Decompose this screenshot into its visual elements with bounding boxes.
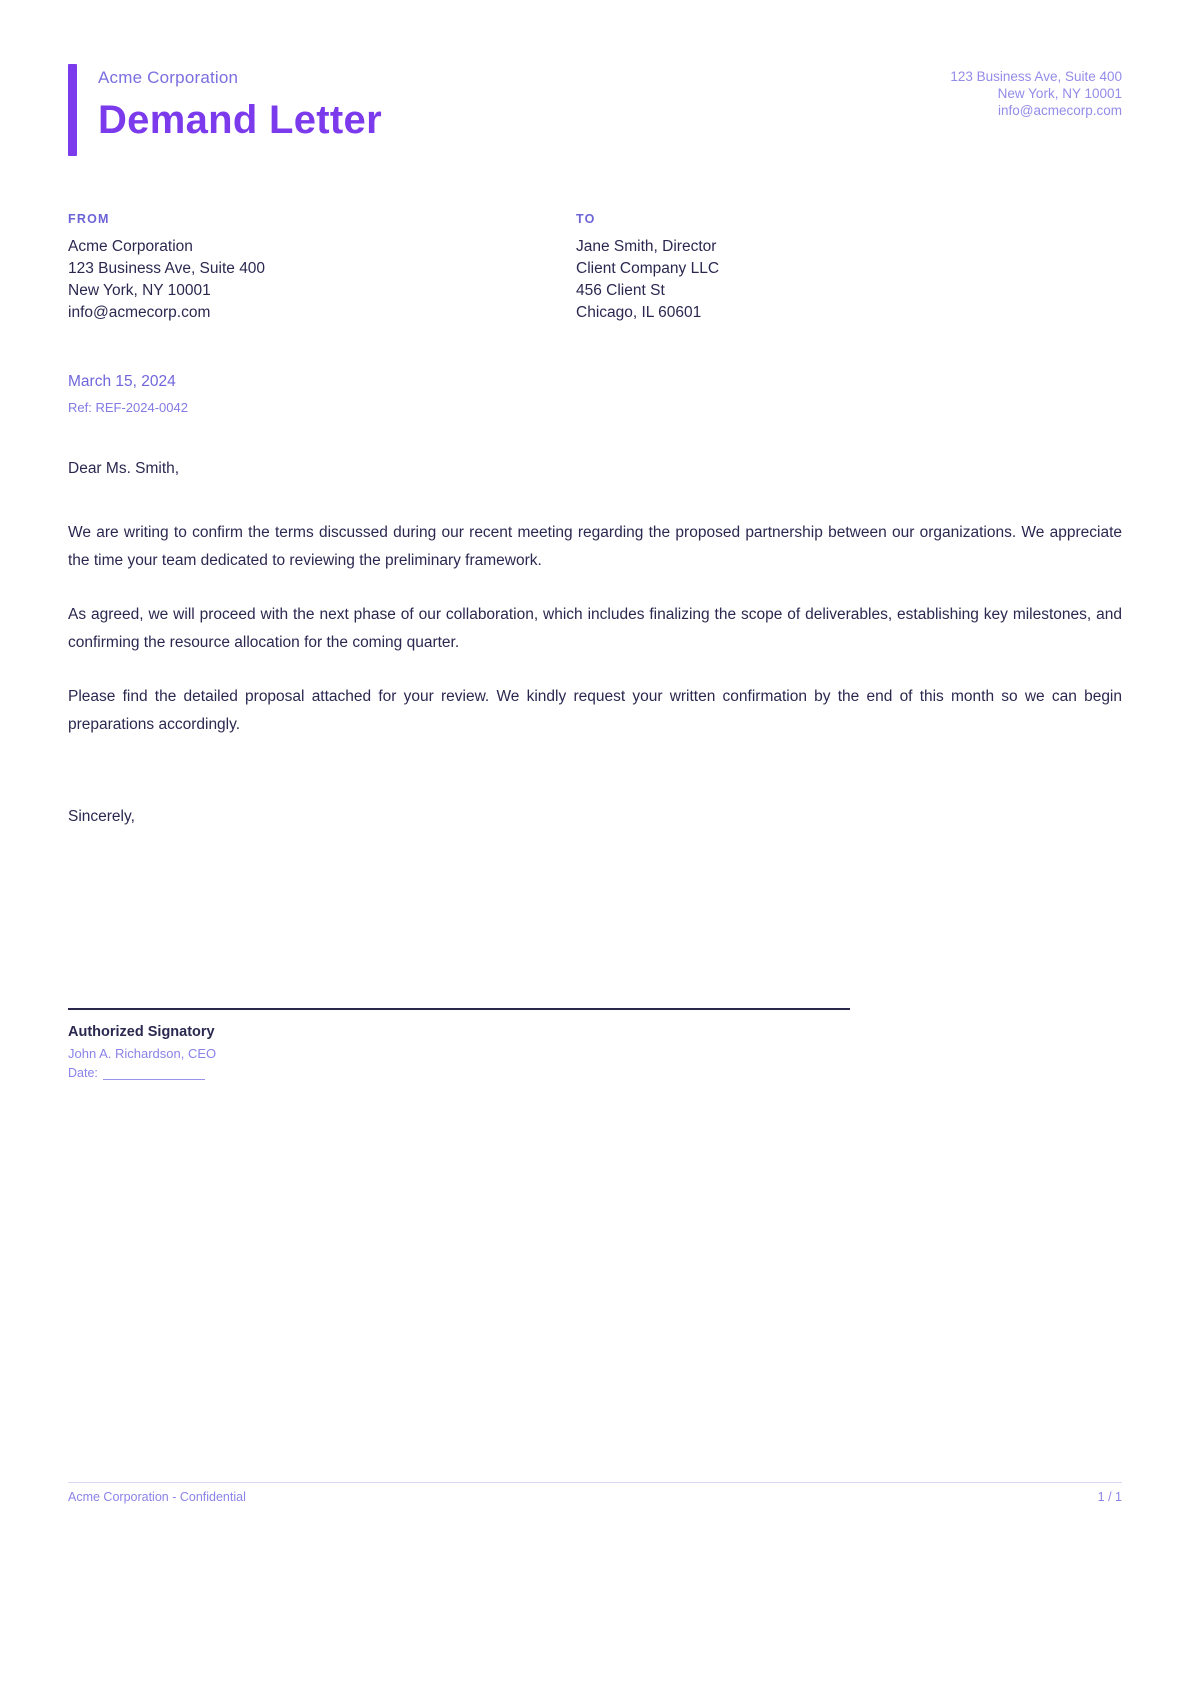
- signatory-title: Authorized Signatory: [68, 1024, 215, 1040]
- to-label: TO: [576, 212, 596, 226]
- from-line: info@acmecorp.com: [68, 304, 211, 321]
- signatory-name: John A. Richardson, CEO: [68, 1046, 217, 1061]
- from-label: FROM: [68, 212, 110, 226]
- signature-date-row: [68, 1066, 1122, 1080]
- accent-bar: [68, 64, 77, 156]
- company-address-line: 123 Business Ave, Suite 400: [950, 69, 1122, 84]
- signature-block: [68, 1008, 1122, 1080]
- to-line: 456 Client St: [576, 282, 665, 299]
- date-blank-line: [103, 1067, 205, 1080]
- footer-confidential: Acme Corporation - Confidential: [68, 1490, 246, 1504]
- signature-line: [68, 1008, 850, 1010]
- parties-section: [68, 212, 1122, 324]
- document-title: Demand Letter: [98, 98, 382, 142]
- company-address-line: New York, NY 10001: [997, 86, 1122, 101]
- from-block: [68, 212, 576, 324]
- from-line: New York, NY 10001: [68, 282, 211, 299]
- footer-page-number: 1 / 1: [1097, 1490, 1122, 1504]
- from-line: 123 Business Ave, Suite 400: [68, 260, 266, 277]
- body-paragraph: As agreed, we will proceed with the next phase of our collaboration, which includes finalizing the scope of deliverables, establishing key milestones, and confirming the resource allocation for the coming quarter.: [68, 606, 1122, 651]
- to-line: Client Company LLC: [576, 260, 720, 277]
- reference-number: Ref: REF-2024-0042: [68, 400, 188, 415]
- to-line: Chicago, IL 60601: [576, 304, 702, 321]
- salutation: Dear Ms. Smith,: [68, 460, 180, 477]
- letterhead: [68, 0, 1122, 156]
- to-block: [576, 212, 1084, 324]
- letter-date: March 15, 2024: [68, 373, 176, 390]
- closing-line: Sincerely,: [68, 808, 135, 825]
- company-address-block: [950, 64, 1122, 119]
- company-name: Acme Corporation: [98, 68, 239, 87]
- date-label: Date:: [68, 1066, 98, 1080]
- to-line: Jane Smith, Director: [576, 238, 717, 255]
- page-footer: [68, 1482, 1122, 1504]
- company-email: info@acmecorp.com: [998, 103, 1122, 118]
- from-line: Acme Corporation: [68, 238, 193, 255]
- body-paragraph: We are writing to confirm the terms discussed during our recent meeting regarding the proposed partnership between our organizations. We appreciate the time your team dedicated to reviewing the preliminary framework.: [68, 524, 1122, 569]
- body-paragraph: Please find the detailed proposal attached for your review. We kindly request your written confirmation by the end of this month so we can begin preparations accordingly.: [68, 688, 1122, 733]
- meta-section: [68, 373, 1122, 415]
